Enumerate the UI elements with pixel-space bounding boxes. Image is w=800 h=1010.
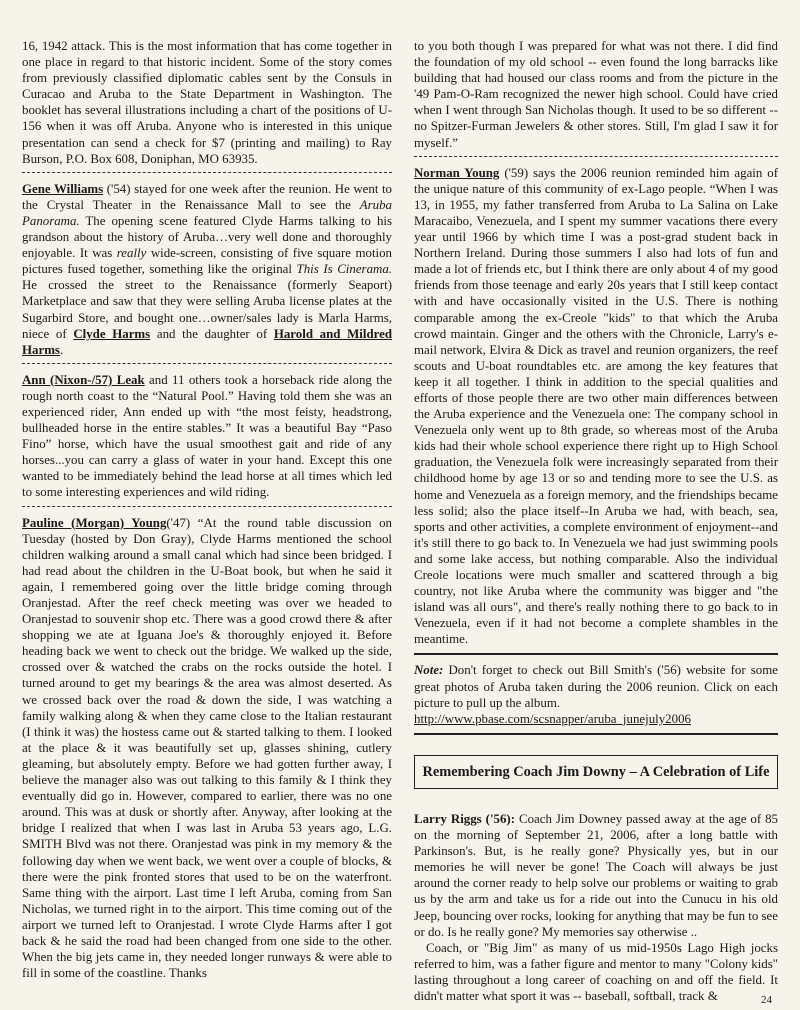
coach-downy-section-title: Remembering Coach Jim Downy – A Celebration of Life [414, 755, 778, 789]
continuation-paragraph: to you both though I was prepared for what was not there. I did find the foundation of my old school -- even found the long barracks like building that had housed our class rooms and from the picture in the '49 Pam-O-Ram recognized the newer high school. Could have cried when I went through San Nicholas though. It used to be so different -- no Spitzer-Furman Jewelers & other stores. Still, I'm glad I saw it for myself.” [414, 39, 778, 150]
pauline-young-text: ('47) “At the round table discussion on Tuesday (hosted by Don Gray), Clyde Harms mentioned the school children walking around a small canal which had since been bridged. I had read about the children in the U-Boat book, but when he said it again, I remembered going over the little bridge coming through Oranjestad. After the reef check meeting was over we headed to Oranjestad to souvenir shop etc. There was a good crowd there & after shopping we ate at Iguana Joe's & thoroughly enjoyed it. Before heading back we went to check out the bridge. We walked up the side, crossed over & watched the crabs on the rocks outside the hotel. I turned around to get my bearings & the area was almost deserted. As we crossed back over the road & down the side, I was watching a family walking along & when they came close to the Italian restaurant (I think it was) the hostess came out & started talking to them. I looked at the place & it was beautifully set up, glasses shining, cutlery gleaming, but absolutely empty. Before we had gotten further away, I believe the manager also was out talking to this family & I think they eventually did go in. However, compared to earlier, there was no one around. This was at dusk or shortly after. Anyway, after looking at the bridge I realized that when I was last in Aruba 53 years ago, L.G. SMITH Blvd was not there. Oranjestad was pink in my memory & the following day when we went back, we went over a couple of blocks, & there were the pink fronted stores that used to be on the waterfront. Same thing with the airport. Last time I left Aruba, coming from San Nicholas, we turned right in to the airport. This time coming out of the airport we turned left to Oranjestad. I wrote Clyde Harms after I got back & he said the road had been changed from one side to the other. When the big jets came in, they needed longer runways & were able to fill in some of the coastline. Thanks [22, 515, 392, 981]
larry-riggs-paragraph [414, 811, 778, 940]
pauline-young-paragraph [22, 515, 392, 982]
norman-young-text: ('59) says the 2006 reunion reminded him again of the unique nature of this community of ex-Lago people. “When I was 13, in 1955, my father transferred from Aruba to La Salina on Lake Maracaibo, Venezuela, and I spent my summer vacations there every year until 1966 by which time I was a post-grad student back in Northern Ireland. During those summers I also had lots of fun and made a lot of friends etc, but I think there are only about 4 of my good friends from those teenage and early 20s years that I still keep contact with and have occasionally visited in the U.S. There is nothing comparable among the ex-Creole "kids" to that which the Aruba crowd maintain. Ginger and the others with the Chronicle, Larry's e-mail network, Elvira & Dick as travel and reunion organizers, the reef scouts and U-boat roundtables etc. are among the key features that keep it all together. I think in addition to the special qualities and efforts of those people there are two other main differences between the Aruba experience and the Venezuela one: The company school in Venezuela only went up to 8th grade, so whereas most of the Aruba kids had their whole school experience there right up to High School graduation, the Venezuela folk were increasingly separated from their childhood home by age 13 or so and tending more to see the U.S. as home and Venezuela as a foreign memory, and the friendships became less solid; also the place itself--In Aruba we had, with beach, sea, sports and other activities, a complete environment of enjoyment--and it's still there to go back to. In Venezuela we had just swimming pools and some lake access, but nothing comparable. Also the individual Creole locations were much smaller and scattered through a big country, not like Aruba where the community was bigger and "the island was all ours", and there's really nothing there to go back to in Venezuela, even if it had not become a complete shambles in the meantime. [414, 165, 778, 647]
larry-riggs-name: Larry Riggs ('56): [414, 811, 516, 826]
note-text: Don't forget to check out Bill Smith's ('56) website for some great photos of Aruba taken during the 2006 reunion. Click on each picture to pull up the album. [414, 663, 778, 710]
norman-young-paragraph [414, 165, 778, 648]
dashed-divider [414, 156, 778, 158]
larry-riggs-text: Coach Jim Downey passed away at the age of 85 on the morning of September 21, 2006, after a long battle with Parkinson's. But, is he really gone? Physically yes, but in our memories he will never be gone! The Coach will always be just around the corner ready to help solve our problems or waiting to grab us by the arm and take us for a ride out into the Cunucu in his old Jeep, bouncing over rocks, looking for anything that may be fun to see or do. Is he really gone? My memories say otherwise .. [414, 811, 779, 939]
right-column [414, 38, 778, 1004]
ann-leak-name: Ann (Nixon-/57) Leak [22, 372, 145, 387]
ann-leak-paragraph [22, 372, 392, 501]
gene-williams-name: Gene Williams [22, 181, 104, 196]
pauline-young-name: Pauline (Morgan) Young [22, 515, 167, 530]
dashed-divider [22, 506, 392, 508]
note-paragraph [414, 662, 778, 726]
gene-italic-1: Aruba Panorama. [22, 197, 392, 228]
gene-williams-paragraph [22, 181, 392, 358]
clyde-harms-name: Clyde Harms [73, 326, 151, 341]
left-column [22, 38, 392, 981]
ann-leak-text: and 11 others took a horseback ride along the rough north coast to the “Natural Pool.” Having told them she was an experienced rider, Ann ended up with “the most feisty, headstrong, bullheaded horse in the entire stables.” It was a beautiful Bay “Paso Fino” horse, which have the usual smoothest gait and ride of any horses...you can carry a glass of water in your hand. Except this one wanted to be immediately behind the lead horse at all times which led to some interesting experiences and wild riding. [22, 372, 393, 500]
gene-text-3: wide-screen, consisting of five square motion pictures fused together, something like the original [22, 246, 392, 277]
solid-divider [414, 733, 778, 735]
intro-paragraph: 16, 1942 attack. This is the most information that has come together in one place in regard to that historic incident. Some of the story comes from previously classified diplomatic cables sent by the Consuls in Curacao and Aruba to the State Department in Washington. The booklet has several illustrations including a chart of the positions of U-156 when it was off Aruba. Anyone who is interested in this unique presentation can send a check for $7 (printing and mailing) to Ray Burson, P.O. Box 608, Doniphan, MO 63935. [22, 39, 392, 166]
gene-text-1: ('54) stayed for one week after the reunion. He went to the Crystal Theater in the Renaissance Mall to see the [22, 181, 393, 212]
gene-text-5: and the daughter of [150, 326, 274, 341]
gene-italic-3: This Is Cinerama. [296, 262, 392, 277]
gene-text-4: He crossed the street to the Renaissance (formerly Seaport) Marketplace and saw that they were selling Aruba license plates at the Sugarbird Store, and bought one…owner/sales lady is Marla Harms, niece of [22, 278, 392, 341]
gene-italic-2: really [116, 246, 147, 261]
note-label: Note: [414, 663, 444, 678]
norman-young-name: Norman Young [414, 165, 500, 180]
dashed-divider [22, 363, 392, 365]
pbase-album-link[interactable]: http://www.pbase.com/scsnapper/aruba_junejuly2006 [414, 711, 691, 726]
page-number: 24 [761, 993, 772, 1006]
harold-mildred-harms-name: Harold and Mildred Harms [22, 326, 393, 357]
big-jim-paragraph: Coach, or "Big Jim" as many of us mid-1950s Lago High jocks referred to him, was a father figure and mentor to many "Colony kids" lasting throughout a long career of coaching on and off the field. It didn't matter what sport it was -- baseball, softball, track & [414, 940, 778, 1003]
solid-divider [414, 653, 778, 655]
dashed-divider [22, 172, 392, 174]
gene-text-6: . [59, 342, 64, 357]
gene-text-2: The opening scene featured Clyde Harms talking to his grandson about the history of Aruba…very well done and thoroughly enjoyable. It was [22, 213, 392, 261]
